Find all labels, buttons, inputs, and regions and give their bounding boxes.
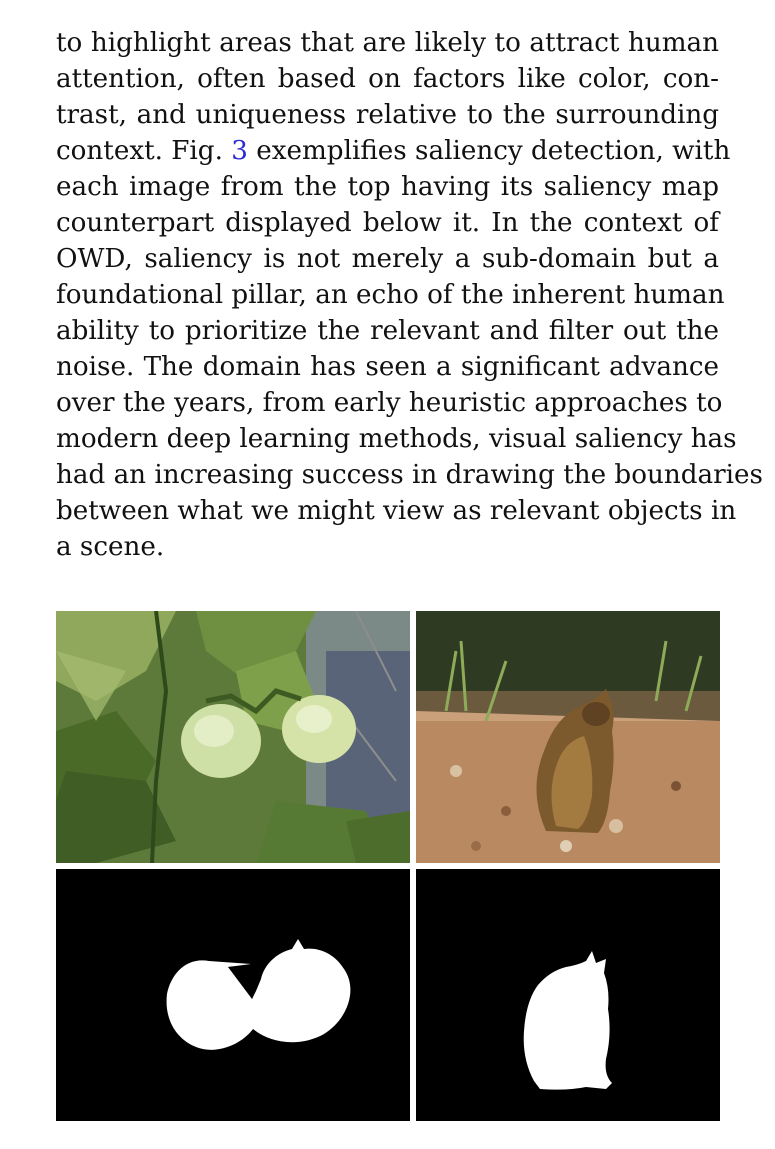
text-fragment: context. Fig. — [56, 136, 232, 166]
text-line: counterpart displayed below it. In the context of — [56, 208, 719, 238]
text-line: noise. The domain has seen a significant advance — [56, 352, 719, 382]
text-line: between what we might view as relevant objects in — [56, 496, 737, 526]
text-line: foundational pillar, an echo of the inherent human — [56, 280, 725, 310]
body-paragraph — [56, 25, 763, 565]
text-line: to highlight areas that are likely to attract human — [56, 28, 719, 58]
text-line: a scene. — [56, 532, 165, 562]
squirrel-photo — [416, 611, 720, 863]
tomato-photo — [56, 611, 410, 863]
squirrel-saliency-mask — [416, 869, 720, 1121]
text-line: trast, and uniqueness relative to the surrounding — [56, 100, 719, 130]
saliency-figure — [56, 611, 720, 1121]
text-line — [56, 133, 731, 169]
figure-reference-link[interactable]: 3 — [231, 136, 248, 166]
text-line: over the years, from early heuristic approaches to — [56, 388, 723, 418]
text-line: attention, often based on factors like color, con- — [56, 64, 719, 94]
text-line: OWD, saliency is not merely a sub-domain but a — [56, 244, 719, 274]
text-fragment: exemplifies saliency detection, with — [247, 136, 731, 166]
text-line: each image from the top having its saliency map — [56, 172, 719, 202]
text-line: ability to prioritize the relevant and filter out the — [56, 316, 719, 346]
text-line: had an increasing success in drawing the boundaries — [56, 460, 763, 490]
tomato-saliency-mask — [56, 869, 410, 1121]
text-line: modern deep learning methods, visual saliency has — [56, 424, 737, 454]
